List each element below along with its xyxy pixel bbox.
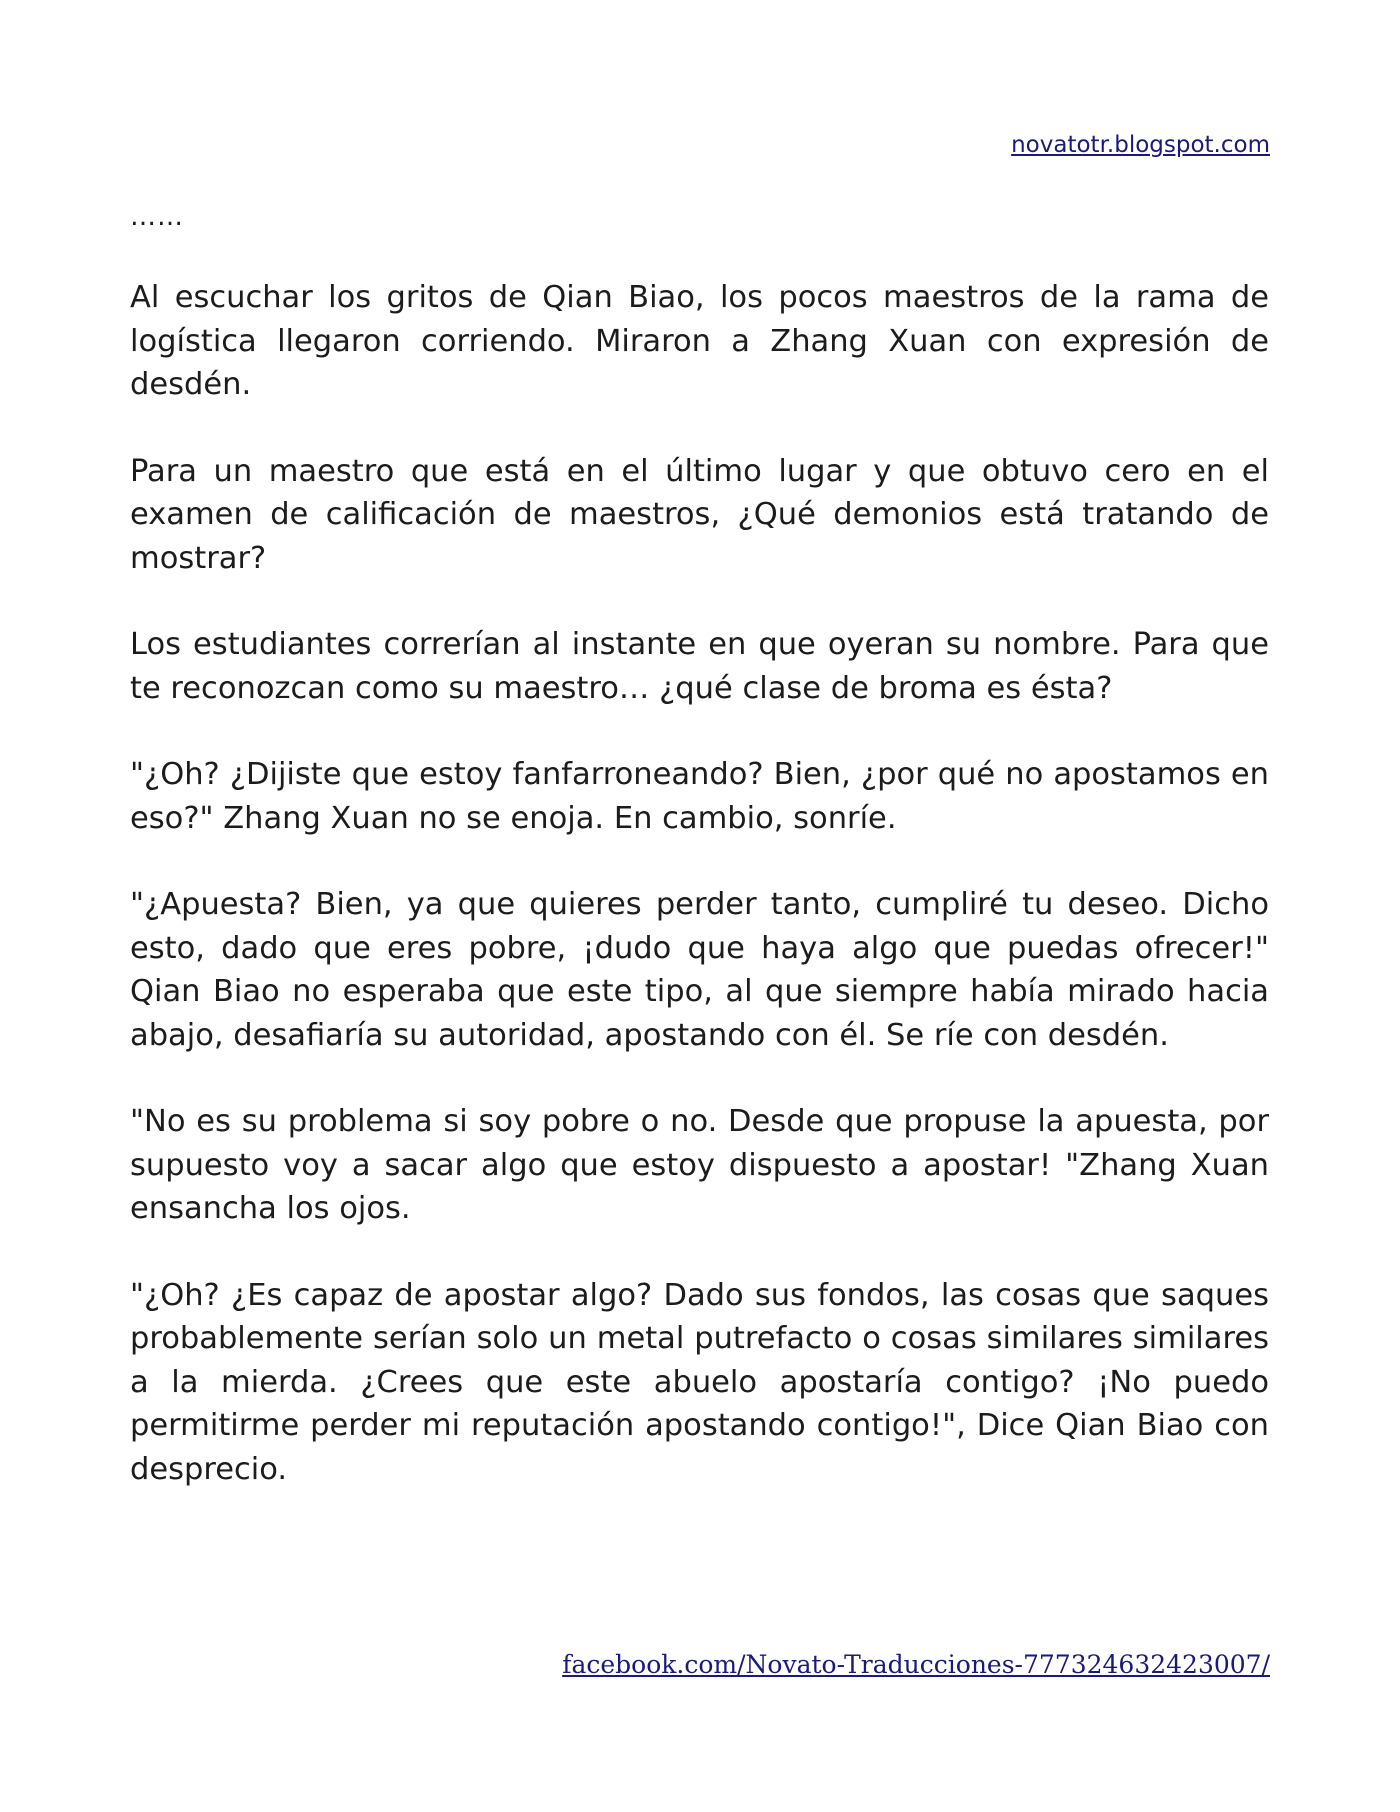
document-body [130,202,1269,1534]
paragraph: "No es su problema si soy pobre o no. Desde que propuse la apuesta, por supuesto voy a sacar algo que estoy dispuesto a apostar! "Zhang Xuan ensancha los ojos. [130,1104,1269,1226]
paragraph: Para un maestro que está en el último lugar y que obtuvo cero en el examen de calificación de maestros, ¿Qué demonios está tratando de mostrar? [130,453,1269,576]
section-separator: …… [130,202,184,232]
paragraph: Los estudiantes correrían al instante en que oyeran su nombre. Para que te reconozcan como su maestro… ¿qué clase de broma es ésta? [130,627,1269,706]
paragraph: "¿Oh? ¿Dijiste que estoy fanfarroneando? Bien, ¿por qué no apostamos en eso?" Zhang Xuan no se enoja. En cambio, sonríe. [130,757,1269,836]
blog-link[interactable]: novatotr.blogspot.com [1011,132,1270,158]
paragraph: Al escuchar los gritos de Qian Biao, los pocos maestros de la rama de logística llegaron corriendo. Miraron a Zhang Xuan con expresión de desdén. [130,280,1269,402]
facebook-link[interactable]: facebook.com/Novato-Traducciones-777324632423007/ [562,1650,1270,1679]
paragraph: "¿Oh? ¿Es capaz de apostar algo? Dado sus fondos, las cosas que saques probablemente serían solo un metal putrefacto o cosas similares similares a la mierda. ¿Crees que este abuelo apostaría contigo? ¡No puedo permitirme perder mi reputación apostando contigo!", Dice Qian Biao con desprecio. [130,1277,1269,1487]
paragraph: "¿Apuesta? Bien, ya que quieres perder tanto, cumpliré tu deseo. Dicho esto, dado que eres pobre, ¡dudo que haya algo que puedas ofrecer!" Qian Biao no esperaba que este tipo, al que siempre había mirado hacia abajo, desafiaría su autoridad, apostando con él. Se ríe con desdén. [130,887,1269,1053]
